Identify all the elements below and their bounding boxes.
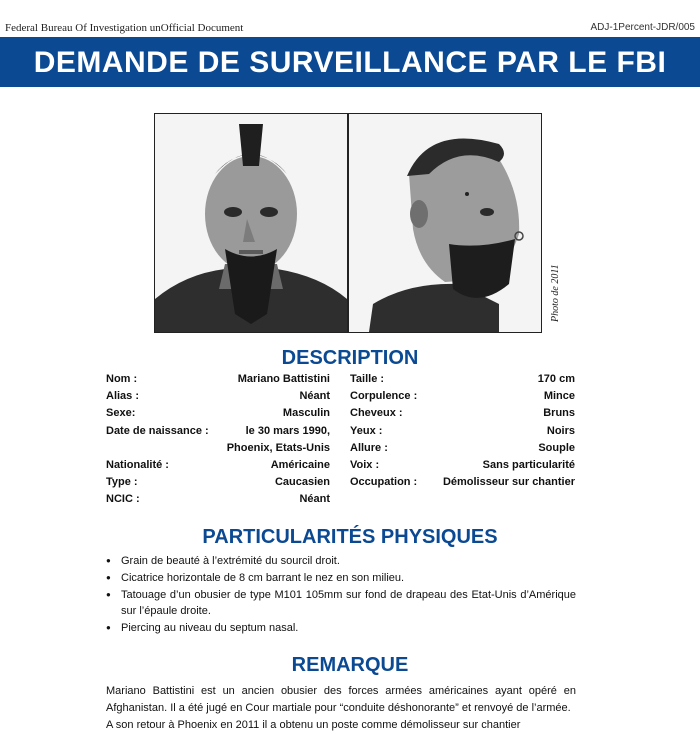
field-value: Mince <box>543 390 575 402</box>
field-lieu-naissance <box>106 442 330 458</box>
document-header <box>5 22 695 36</box>
field-corpulence <box>350 390 575 406</box>
field-label: Date de naissance : <box>106 425 209 437</box>
field-value: Néant <box>299 390 330 402</box>
field-taille <box>350 373 575 389</box>
field-value: Mariano Battistini <box>237 373 330 385</box>
field-value: Américaine <box>270 459 330 471</box>
particularites-heading: PARTICULARITÉS PHYSIQUES <box>202 526 498 548</box>
field-value: 170 cm <box>537 373 575 385</box>
field-value: Masculin <box>282 407 330 419</box>
field-value: Bruns <box>543 407 575 419</box>
photo-credit: Photo de 2011 <box>550 264 561 322</box>
field-occupation <box>350 476 575 492</box>
document-reference: ADJ-1Percent-JDR/005 <box>590 22 695 33</box>
mugshot-profile-illustration <box>349 114 541 332</box>
field-label: Nationalité : <box>106 459 169 471</box>
remarque-heading: REMARQUE <box>291 654 409 676</box>
remarque-paragraph: Mariano Battistini est un ancien obusier des forces armées américaines ayant opéré en Afghanistan. Il a été jugé en Cour martiale pour “conduite déshonorante” et renvoyé de l’armée. <box>106 685 576 714</box>
field-nom <box>106 373 330 389</box>
mugshot-front-illustration <box>155 114 347 332</box>
field-label: Taille : <box>350 373 385 385</box>
field-nationalite <box>106 459 330 475</box>
page-title: DEMANDE DE SURVEILLANCE PAR LE FBI <box>33 46 667 79</box>
field-voix <box>350 459 575 475</box>
field-sexe <box>106 407 330 423</box>
mugshot-profile-photo <box>348 113 542 333</box>
field-value: Démolisseur sur chantier <box>442 476 575 488</box>
field-ncic <box>106 493 330 509</box>
list-item: ● Piercing au niveau du septum nasal. <box>106 620 576 636</box>
field-label: NCIC : <box>106 493 140 505</box>
field-label: Type : <box>106 476 138 488</box>
title-banner <box>0 37 700 87</box>
field-label: Voix : <box>350 459 380 471</box>
mugshot-front-photo <box>154 113 348 333</box>
field-label: Nom : <box>106 373 138 385</box>
list-item: ● Cicatrice horizontale de 8 cm barrant le nez en son milieu. <box>106 570 576 586</box>
field-label: Corpulence : <box>350 390 418 402</box>
field-label: Yeux : <box>350 425 383 437</box>
remarque-paragraph: A son retour à Phoenix en 2011 il a obtenu un poste comme démolisseur sur chantier <box>106 719 521 731</box>
field-label: Alias : <box>106 390 140 402</box>
agency-line: Federal Bureau Of Investigation unOfficial Document <box>5 22 244 34</box>
field-value: Néant <box>299 493 330 505</box>
remarque-body <box>106 683 576 734</box>
field-date-naissance <box>106 425 330 441</box>
field-value: Sans particularité <box>482 459 575 471</box>
field-label: Occupation : <box>350 476 418 488</box>
field-value: le 30 mars 1990, <box>245 425 330 437</box>
field-label: Sexe: <box>106 407 136 419</box>
list-item: ● Tatouage d’un obusier de type M101 105mm sur fond de drapeau des Etat-Unis d’Amérique sur l’épaule droite. <box>106 587 576 619</box>
field-yeux <box>350 425 575 441</box>
field-label: Cheveux : <box>350 407 403 419</box>
field-value: Noirs <box>546 425 575 437</box>
description-heading: DESCRIPTION <box>281 347 419 369</box>
field-value: Souple <box>538 442 575 454</box>
particularites-list <box>106 553 576 637</box>
list-item: ● Grain de beauté à l’extrémité du sourcil droit. <box>106 553 576 569</box>
field-cheveux <box>350 407 575 423</box>
field-value: Phoenix, Etats-Unis <box>226 442 330 454</box>
field-label: Allure : <box>350 442 388 454</box>
field-value: Caucasien <box>274 476 330 488</box>
field-alias <box>106 390 330 406</box>
field-allure <box>350 442 575 458</box>
field-type <box>106 476 330 492</box>
